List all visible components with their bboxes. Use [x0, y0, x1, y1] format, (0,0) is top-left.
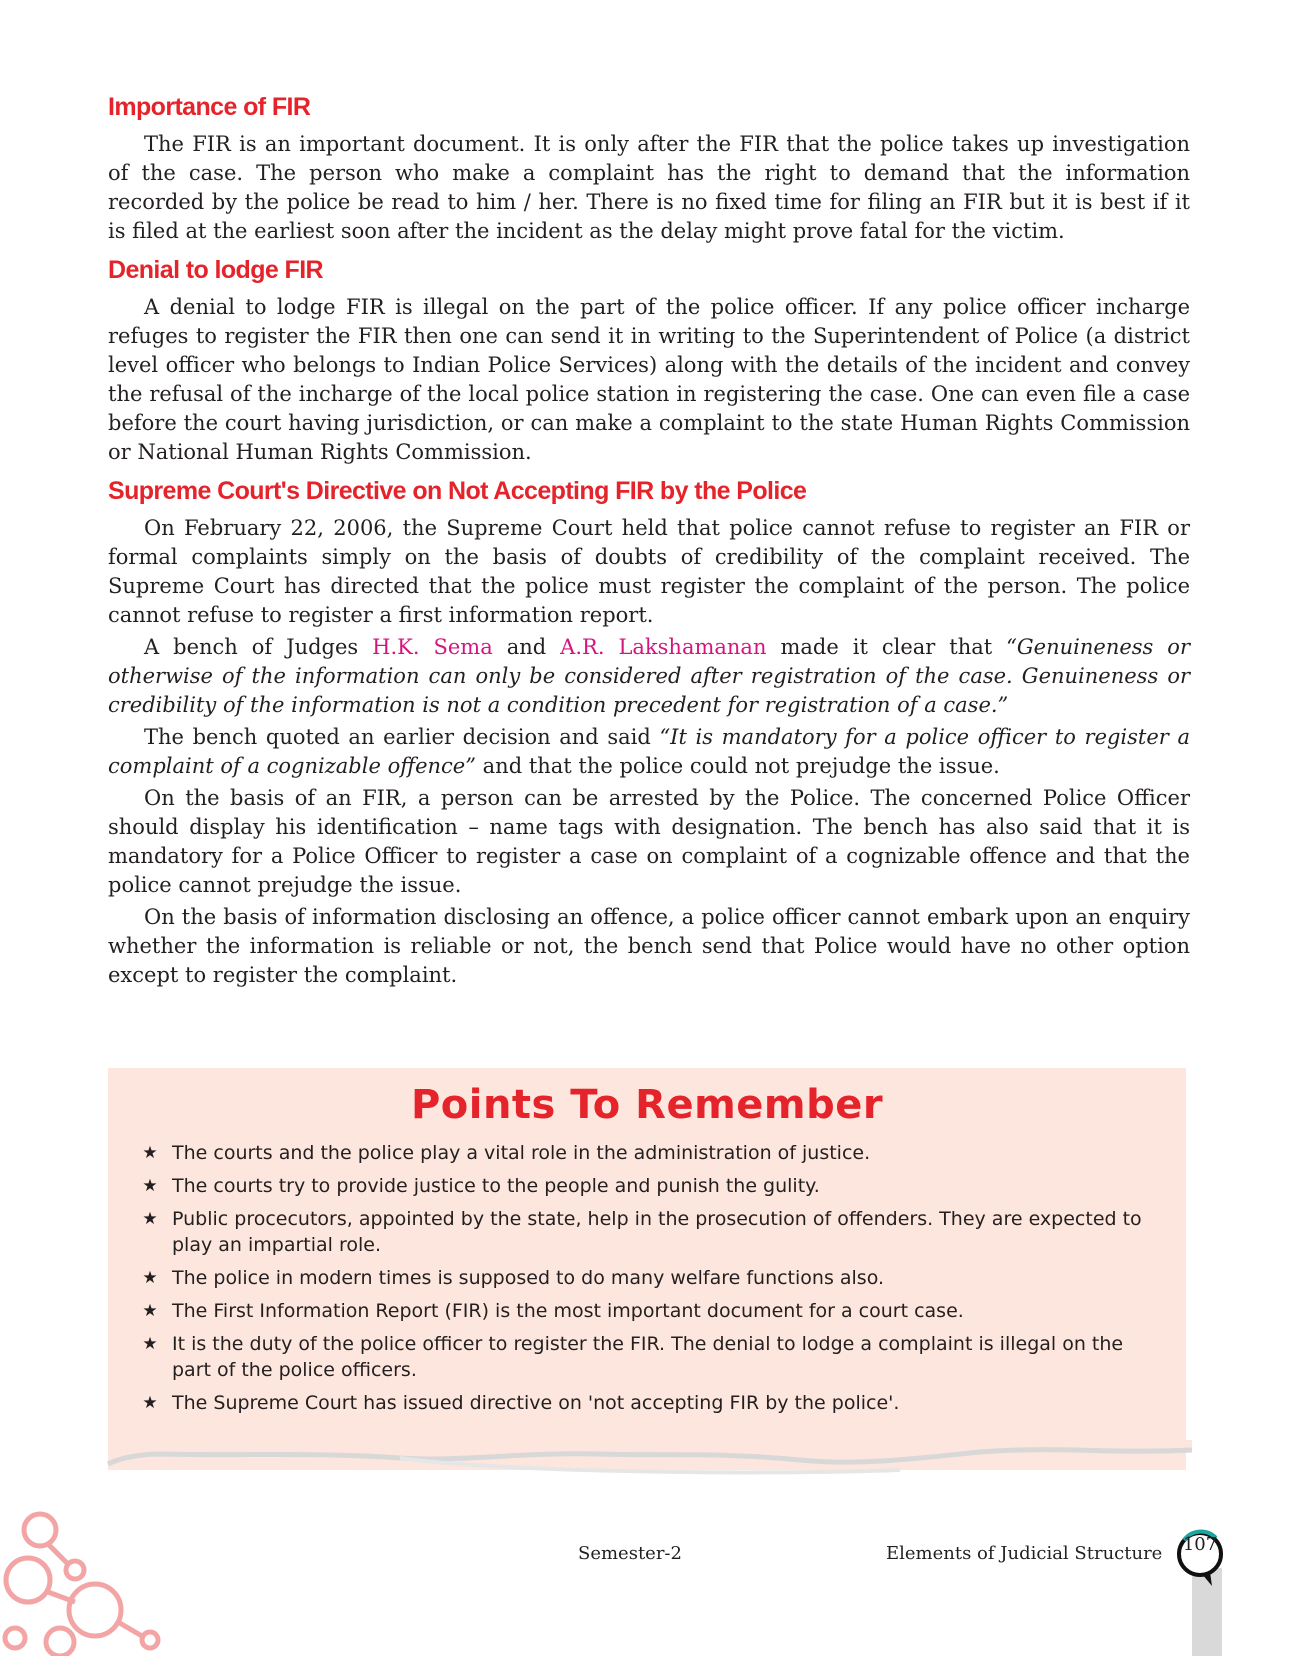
section-heading: Denial to lodge FIR [108, 256, 323, 284]
star-icon: ★ [142, 1143, 158, 1163]
text-run: and [492, 635, 561, 659]
list-item [140, 1206, 1160, 1258]
list-item-text: The courts try to provide justice to the people and punish the gulity. [172, 1175, 820, 1197]
star-icon: ★ [142, 1209, 158, 1229]
paragraph: On the basis of an FIR, a person can be arrested by the Police. The concerned Police Officer should display his identification – name tags with designation. The bench has also said that it is mandatory for a Police Officer to register a case on complaint of a cognizable offence and that the police cannot prejudge the issue. [108, 786, 1190, 897]
list-item [140, 1298, 1160, 1324]
paragraph: On the basis of information disclosing an offence, a police officer cannot embark upon an enquiry whether the information is reliable or not, the bench send that Police would have no other option except to register the complaint. [108, 905, 1190, 987]
paragraph-bench [108, 633, 1190, 720]
list-item [140, 1331, 1160, 1383]
text-run: A bench of Judges [144, 635, 373, 659]
section-importance [108, 92, 1190, 246]
quote: “It is mandatory for a police officer to register a complaint of a cognizable offence” [108, 725, 1190, 778]
quote: “Genuineness or otherwise of the information can only be considered after registration of the case. Genuineness or credibility of the information is not a condition precedent for registration of a case.” [108, 635, 1190, 717]
list-item-text: The police in modern times is supposed to do many welfare functions also. [172, 1267, 885, 1289]
list-item-text: The courts and the police play a vital role in the administration of justice. [172, 1142, 871, 1164]
section-denial [108, 255, 1190, 467]
judge-name: A.R. Lakshamanan [560, 635, 767, 659]
section-heading: Importance of FIR [108, 93, 311, 121]
main-content [108, 92, 1190, 999]
list-item-text: The Supreme Court has issued directive on 'not accepting FIR by the police'. [172, 1392, 900, 1414]
footer-title: Elements of Judicial Structure [886, 1543, 1163, 1564]
star-icon: ★ [142, 1301, 158, 1321]
list-item-text: The First Information Report (FIR) is the most important document for a court case. [172, 1300, 964, 1322]
footer-semester: Semester-2 [578, 1543, 682, 1564]
list-item [140, 1140, 1160, 1166]
star-icon: ★ [142, 1334, 158, 1354]
section-heading: Supreme Court's Directive on Not Accepting FIR by the Police [108, 477, 807, 505]
star-icon: ★ [142, 1268, 158, 1288]
list-item [140, 1390, 1160, 1416]
paragraph: The FIR is an important document. It is only after the FIR that the police takes up investigation of the case. The person who make a complaint has the right to demand that the information recorded by the police be read to him / her. There is no fixed time for filing an FIR but it is best if it is filed at the earliest soon after the incident as the delay might prove fatal for the victim. [108, 132, 1190, 243]
text-run: The bench quoted an earlier decision and said [144, 725, 660, 749]
paragraph: On February 22, 2006, the Supreme Court held that police cannot refuse to register an FIR or formal complaints simply on the basis of doubts of credibility of the complaint received. The Supreme Court has directed that the police must register the complaint of the person. The police cannot refuse to register a first information report. [108, 516, 1190, 627]
text-run: and that the police could not prejudge the issue. [475, 754, 1000, 778]
points-list [140, 1140, 1160, 1423]
list-item [140, 1173, 1160, 1199]
text-run: made it clear that [766, 635, 1007, 659]
circles-decoration-icon [0, 1510, 180, 1656]
points-title: Points To Remember [410, 1082, 884, 1128]
judge-name: H.K. Sema [372, 635, 493, 659]
list-item [140, 1265, 1160, 1291]
paragraph-earlier-decision [108, 723, 1190, 781]
paragraph: A denial to lodge FIR is illegal on the part of the police officer. If any police officer incharge refuges to register the FIR then one can send it in writing to the Superintendent of Police (a district level officer who belongs to Indian Police Services) along with the details of the incident and convey the refusal of the incharge of the local police station in registering the case. One can even file a case before the court having jurisdiction, or can make a complaint to the state Human Rights Commission or National Human Rights Commission. [108, 295, 1190, 464]
star-icon: ★ [142, 1393, 158, 1413]
section-supreme-court [108, 476, 1190, 990]
page-number: 107 [1182, 1534, 1218, 1555]
torn-edge-decoration [100, 1440, 1200, 1480]
list-item-text: It is the duty of the police officer to register the FIR. The denial to lodge a complaint is illegal on the part of the police officers. [172, 1333, 1124, 1381]
list-item-text: Public procecutors, appointed by the state, help in the prosecution of offenders. They are expected to play an impartial role. [172, 1208, 1142, 1256]
star-icon: ★ [142, 1176, 158, 1196]
